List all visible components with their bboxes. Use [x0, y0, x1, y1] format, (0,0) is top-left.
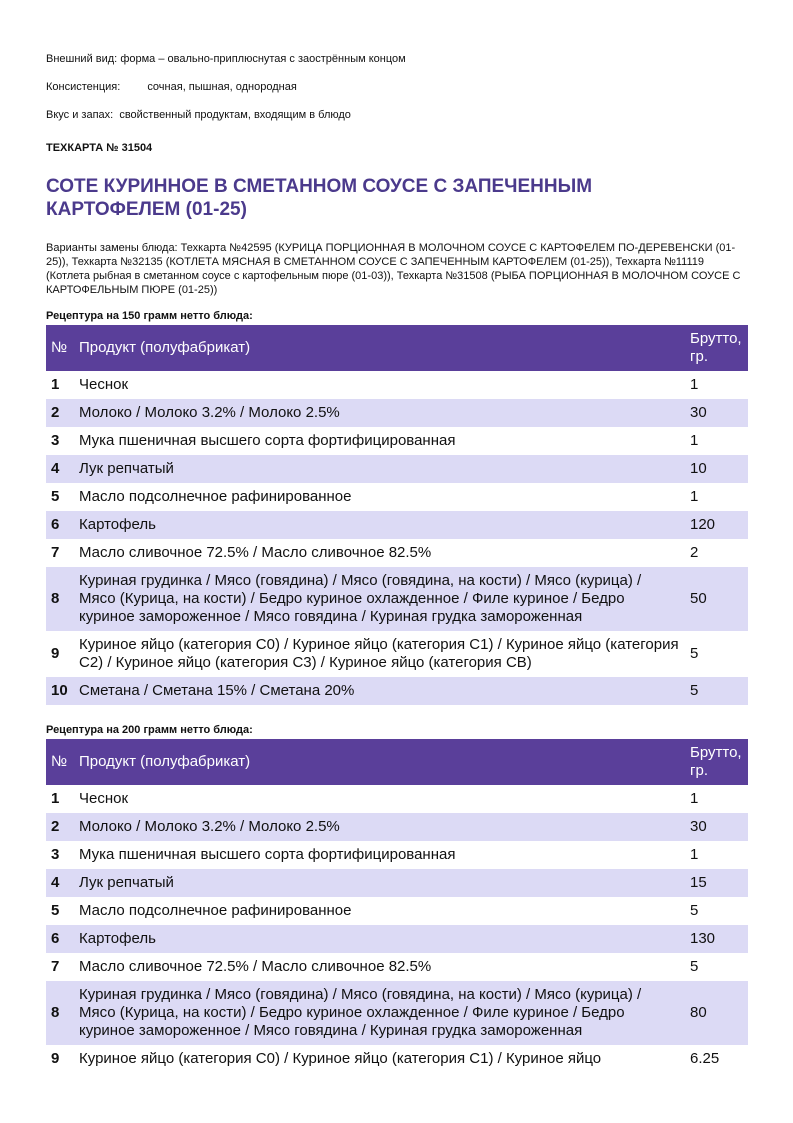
cell-gross: 6.25	[690, 1050, 720, 1067]
cell-num: 7	[51, 958, 60, 975]
table-row	[46, 567, 748, 631]
cell-product: Мука пшеничная высшего сорта фортифицированная	[79, 432, 456, 449]
cell-product: Масло подсолнечное рафинированное	[79, 488, 352, 505]
cell-gross: 10	[690, 460, 707, 477]
header-gross: Брутто, гр.	[684, 325, 748, 371]
appearance-line	[46, 52, 406, 66]
header-num: №	[46, 325, 75, 371]
table-header-row	[46, 739, 748, 785]
cell-gross: 5	[690, 902, 699, 919]
cell-num: 2	[51, 404, 60, 421]
table-row	[46, 1045, 748, 1073]
table-row	[46, 677, 748, 705]
cell-gross: 5	[690, 958, 699, 975]
cell-product: Куриное яйцо (категория С0) / Куриное яйцо (категория С1) / Куриное яйцо (категория С2) / Куриное яйцо (категория С3) / Куриное яйцо (категория СВ)	[79, 636, 679, 671]
cell-num: 1	[51, 376, 60, 393]
table-row	[46, 897, 748, 925]
header-num: №	[46, 739, 75, 785]
table-row	[46, 455, 748, 483]
cell-gross: 1	[690, 846, 699, 863]
cell-gross: 2	[690, 544, 699, 561]
cell-product: Мука пшеничная высшего сорта фортифицированная	[79, 846, 456, 863]
cell-num: 5	[51, 488, 60, 505]
recipe-150-table	[46, 325, 748, 705]
cell-product: Куриное яйцо (категория С0) / Куриное яйцо (категория С1) / Куриное яйцо	[79, 1050, 602, 1067]
cell-product: Картофель	[79, 930, 156, 947]
cell-gross: 30	[690, 818, 707, 835]
cell-product: Лук репчатый	[79, 460, 174, 477]
dish-title: СОТЕ КУРИННОЕ В СМЕТАННОМ СОУСЕ С ЗАПЕЧЕННЫМ КАРТОФЕЛЕМ (01-25)	[46, 176, 593, 220]
table-row	[46, 399, 748, 427]
cell-num: 9	[51, 1050, 60, 1067]
variants-text: Варианты замены блюда: Техкарта №42595 (КУРИЦА ПОРЦИОННАЯ В МОЛОЧНОМ СОУСЕ С КАРТОФЕЛЕМ ПО-ДЕРЕВЕНСКИ (01-25)), Техкарта №32135 (КОТЛЕТА МЯСНАЯ В СМЕТАННОМ СОУСЕ С ЗАПЕЧЕННЫМ КАРТОФЕЛЕМ (01-25)), Техкарта №11119 (Котлета рыбная в сметанном соусе с картофельным пюре (01-03)), Техкарта №31508 (РЫБА ПОРЦИОННАЯ В МОЛОЧНОМ СОУСЕ С КАРТОФЕЛЬНЫМ ПЮРЕ (01-25))	[46, 242, 741, 296]
table-row	[46, 371, 748, 399]
cell-gross: 30	[690, 404, 707, 421]
cell-num: 1	[51, 790, 60, 807]
cell-product: Масло сливочное 72.5% / Масло сливочное 82.5%	[79, 958, 432, 975]
cell-product: Лук репчатый	[79, 874, 174, 891]
table-row	[46, 785, 748, 813]
table-row	[46, 841, 748, 869]
cell-gross: 1	[690, 432, 699, 449]
header-gross: Брутто, гр.	[684, 739, 748, 785]
cell-product: Молоко / Молоко 3.2% / Молоко 2.5%	[79, 404, 340, 421]
table-row	[46, 813, 748, 841]
table-row	[46, 925, 748, 953]
cell-product: Чеснок	[79, 790, 129, 807]
cell-gross: 50	[690, 590, 707, 607]
cell-gross: 5	[690, 682, 699, 699]
table-row	[46, 427, 748, 455]
recipe-200-table	[46, 739, 748, 1073]
cell-gross: 80	[690, 1004, 707, 1021]
appearance-label: Внешний вид:	[46, 53, 118, 65]
card-number: ТЕХКАРТА № 31504	[46, 142, 153, 154]
header-product: Продукт (полуфабрикат)	[75, 739, 684, 785]
table-header-row	[46, 325, 748, 371]
appearance-value: форма – овально-приплюснутая с заострённым концом	[120, 53, 406, 65]
cell-gross: 130	[690, 930, 716, 947]
cell-num: 4	[51, 874, 60, 891]
cell-gross: 15	[690, 874, 707, 891]
cell-num: 10	[51, 682, 68, 699]
cell-num: 5	[51, 902, 60, 919]
taste-value: свойственный продуктам, входящим в блюдо	[119, 109, 351, 121]
table-row	[46, 539, 748, 567]
table-row	[46, 483, 748, 511]
cell-product: Картофель	[79, 516, 156, 533]
cell-num: 8	[51, 1004, 60, 1021]
cell-num: 3	[51, 846, 60, 863]
recipe-200-heading: Рецептура на 200 грамм нетто блюда:	[46, 724, 253, 736]
cell-num: 6	[51, 516, 60, 533]
taste-label: Вкус и запах:	[46, 109, 114, 121]
table-row	[46, 869, 748, 897]
consistency-label: Консистенция:	[46, 81, 121, 93]
cell-num: 9	[51, 645, 60, 662]
cell-gross: 5	[690, 645, 699, 662]
cell-product: Молоко / Молоко 3.2% / Молоко 2.5%	[79, 818, 340, 835]
table-row	[46, 631, 748, 677]
table-row	[46, 953, 748, 981]
cell-num: 6	[51, 930, 60, 947]
cell-product: Масло сливочное 72.5% / Масло сливочное 82.5%	[79, 544, 432, 561]
cell-num: 7	[51, 544, 60, 561]
cell-num: 4	[51, 460, 60, 477]
cell-product: Масло подсолнечное рафинированное	[79, 902, 352, 919]
cell-num: 3	[51, 432, 60, 449]
cell-product: Куриная грудинка / Мясо (говядина) / Мясо (говядина, на кости) / Мясо (курица) / Мясо (Курица, на кости) / Бедро куриное охлажденное / Филе куриное / Бедро куриное замороженное / Мясо говядина / Куриная грудка замороженная	[79, 986, 642, 1039]
cell-gross: 1	[690, 376, 699, 393]
cell-num: 2	[51, 818, 60, 835]
cell-product: Куриная грудинка / Мясо (говядина) / Мясо (говядина, на кости) / Мясо (курица) / Мясо (Курица, на кости) / Бедро куриное охлажденное / Филе куриное / Бедро куриное замороженное / Мясо говядина / Куриная грудка замороженная	[79, 572, 642, 625]
header-product: Продукт (полуфабрикат)	[75, 325, 684, 371]
cell-num: 8	[51, 590, 60, 607]
taste-line	[46, 108, 351, 122]
recipe-150-heading: Рецептура на 150 грамм нетто блюда:	[46, 310, 253, 322]
cell-gross: 1	[690, 488, 699, 505]
cell-gross: 120	[690, 516, 716, 533]
consistency-value: сочная, пышная, однородная	[147, 81, 297, 93]
table-row	[46, 981, 748, 1045]
table-row	[46, 511, 748, 539]
consistency-line	[46, 80, 297, 94]
cell-product: Сметана / Сметана 15% / Сметана 20%	[79, 682, 355, 699]
cell-product: Чеснок	[79, 376, 129, 393]
cell-gross: 1	[690, 790, 699, 807]
